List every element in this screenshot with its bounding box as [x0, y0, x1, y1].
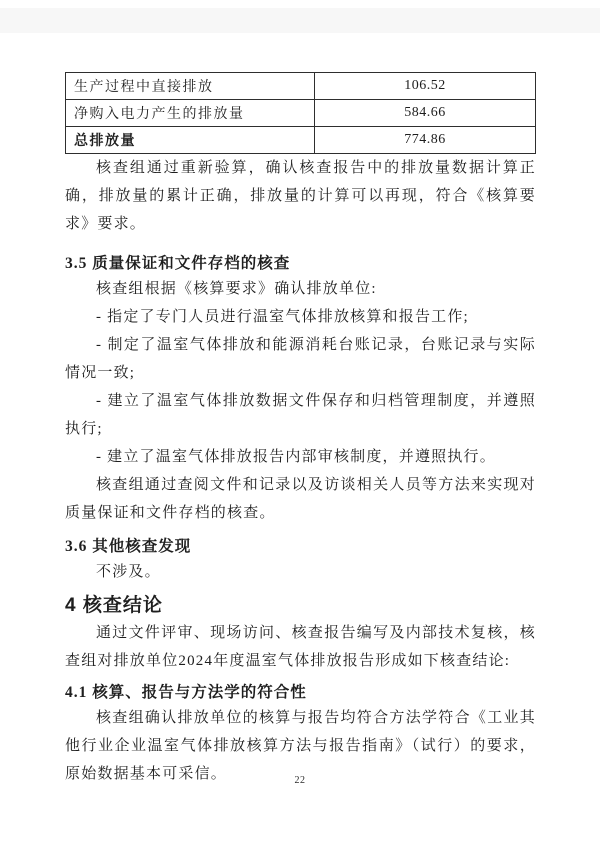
heading-section-3-6: 3.6 其他核查发现	[65, 538, 192, 555]
row-value: 774.86	[315, 127, 536, 154]
list-item-archiving-system: - 建立了温室气体排放数据文件保存和归档管理制度，并遵照执行;	[65, 393, 536, 437]
paragraph-3-6-body: 不涉及。	[96, 564, 161, 580]
list-item-internal-review: - 建立了温室气体排放报告内部审核制度，并遵照执行。	[96, 449, 496, 465]
paragraph-4-1-body: 核查组确认排放单位的核算与报告均符合方法学符合《工业其他行业企业温室气体排放核算方法与报告指南》（试行）的要求，原始数据基本可采信。	[65, 710, 536, 782]
table-row-direct-emissions	[66, 73, 536, 100]
table-row-purchased-electricity	[66, 100, 536, 127]
row-value: 106.52	[315, 73, 536, 100]
row-label: 生产过程中直接排放	[66, 73, 315, 100]
list-item-ledger-records: - 制定了温室气体排放和能源消耗台账记录，台账记录与实际情况一致;	[65, 337, 536, 381]
paragraph-3-5-intro: 核查组根据《核算要求》确认排放单位:	[96, 281, 377, 297]
emissions-table	[65, 72, 536, 154]
row-label: 总排放量	[66, 127, 315, 154]
paragraph-3-5-method: 核查组通过查阅文件和记录以及访谈相关人员等方法来实现对质量保证和文件存档的核查。	[65, 477, 536, 521]
page-content	[65, 0, 536, 788]
paragraph-4-intro: 通过文件评审、现场访问、核查报告编写及内部技术复核，核查组对排放单位2024年度温室气体排放报告形成如下核查结论:	[65, 625, 536, 669]
row-label: 净购入电力产生的排放量	[66, 100, 315, 127]
heading-section-4: 4 核查结论	[65, 595, 163, 616]
list-item-designated-personnel: - 指定了专门人员进行温室气体排放核算和报告工作;	[96, 309, 469, 325]
table-row-total-emissions	[66, 127, 536, 154]
row-value: 584.66	[315, 100, 536, 127]
page-number: 22	[294, 775, 306, 786]
heading-section-3-5: 3.5 质量保证和文件存档的核查	[65, 255, 291, 272]
paragraph-verification-summary: 核查组通过重新验算，确认核查报告中的排放量数据计算正确，排放量的累计正确，排放量的计算可以再现，符合《核算要求》要求。	[65, 160, 536, 232]
heading-section-4-1: 4.1 核算、报告与方法学的符合性	[65, 684, 307, 701]
